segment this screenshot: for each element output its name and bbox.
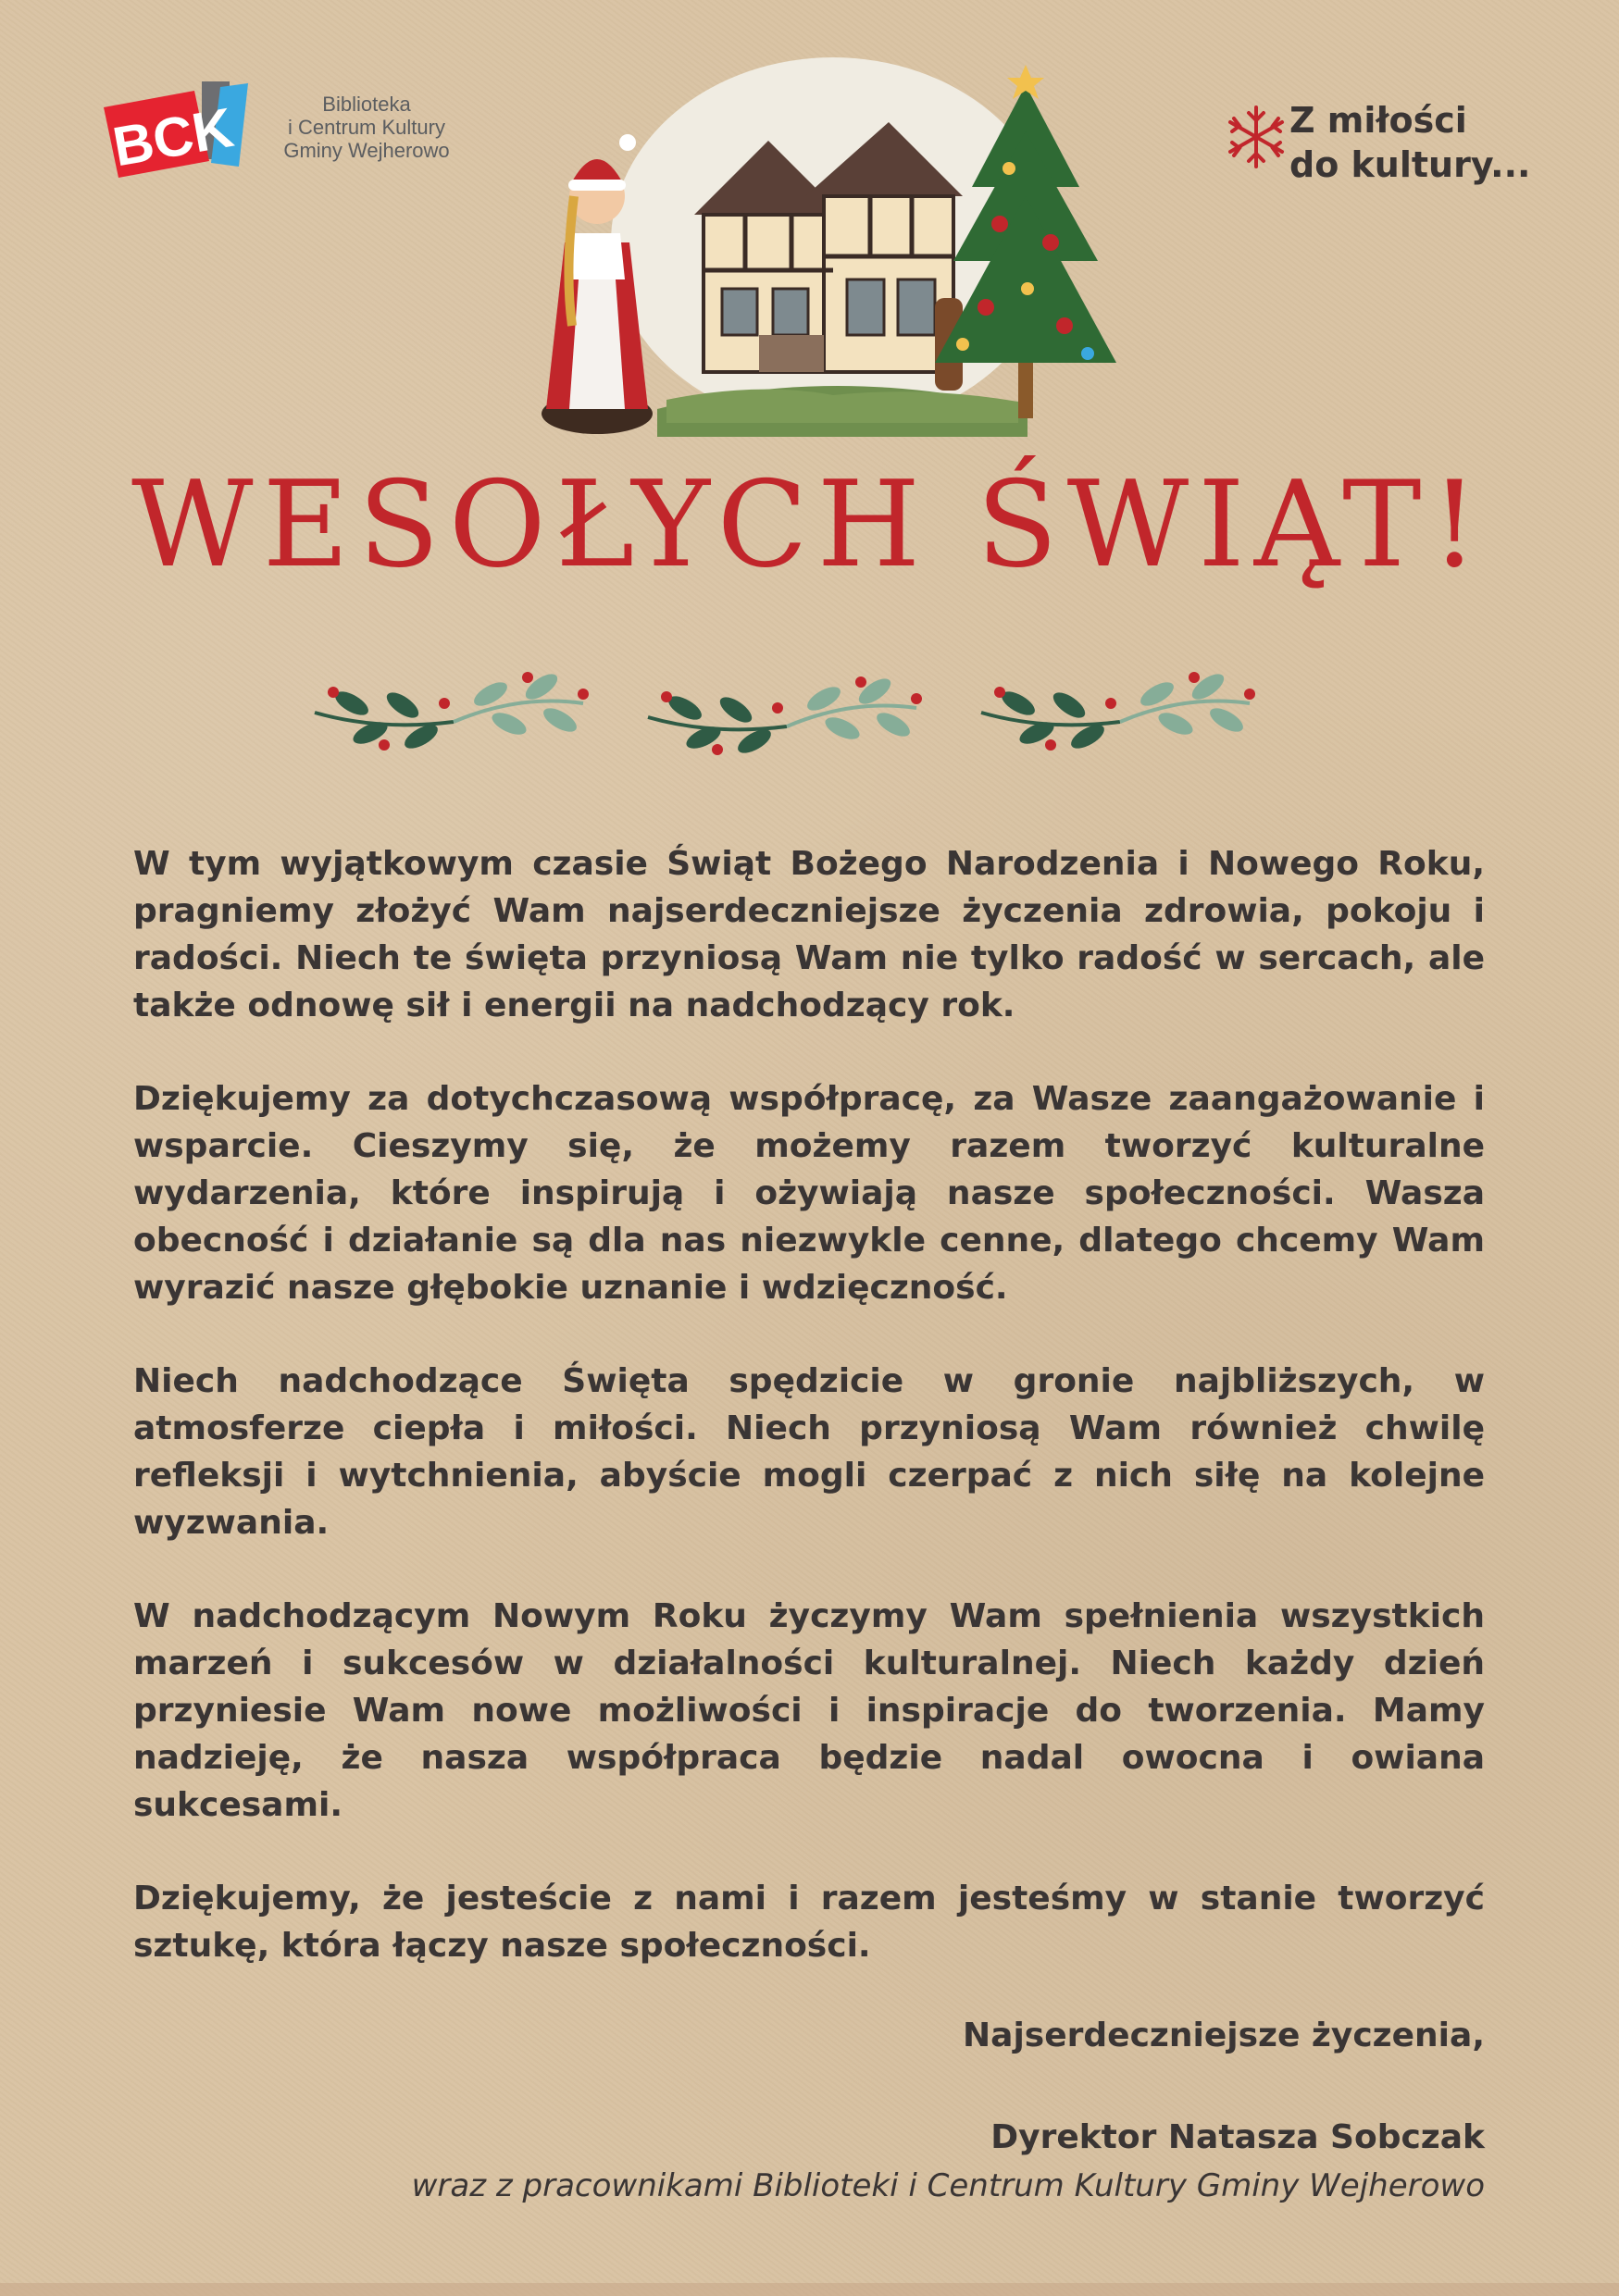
signature-subline: wraz z pracownikami Biblioteki i Centrum Kultury Gminy Wejherowo [411, 2167, 1485, 2204]
letter-paragraph-2: Dziękujemy za dotychczasową współpracę, za Wasze zaangażowanie i wsparcie. Cieszymy się, że możemy razem tworzyć kulturalne wydarzenia, które inspirują i ożywiają nasze społeczności. Wasza obecność i działanie są dla nas niezwykle cenne, dlatego chcemy Wam wyrazić nasze głębokie uznanie i wdzięczność. [133, 1080, 1485, 1307]
slogan-line-2: do kultury... [1289, 144, 1531, 185]
letter-paragraph-1: W tym wyjątkowym czasie Świąt Bożego Narodzenia i Nowego Roku, pragniemy złożyć Wam najserdeczniejsze życzenia zdrowia, pokoju i radości. Niech te święta przyniosą Wam nie tylko radość w sercach, ale także odnowę sił i energii na nadchodzący rok. [133, 845, 1485, 1024]
letter-paragraph-4: W nadchodzącym Nowym Roku życzymy Wam spełnienia wszystkich marzeń i sukcesów w działalności kulturalnej. Niech każdy dzień przyniesie Wam nowe możliwości i inspiracje do tworzenia. Mamy nadzieję, że nasza współpraca będzie nadal owocna i owiana sukcesami. [133, 1597, 1485, 1824]
organization-name [274, 93, 459, 162]
letter-paragraph-5: Dziękujemy, że jesteście z nami i razem jesteśmy w stanie tworzyć sztukę, która łączy nasze społeczności. [133, 1880, 1485, 1965]
page-title: WESOŁYCH ŚWIĄT! [131, 456, 1488, 594]
organization-logo [100, 74, 450, 185]
logo-text: BCK [108, 95, 238, 179]
signature-name: Dyrektor Natasza Sobczak [990, 2118, 1485, 2156]
snowflake-icon [1223, 104, 1289, 170]
slogan-text [1289, 98, 1530, 187]
christmas-illustration [528, 57, 1129, 437]
closing-line: Najserdeczniejsze życzenia, [963, 2017, 1485, 2054]
bck-logo-icon [100, 74, 276, 185]
letter-body [133, 840, 1485, 1969]
org-name-line-3: Gminy Wejherowo [283, 139, 450, 162]
org-name-line-2: i Centrum Kultury [288, 116, 445, 139]
bottom-edge [0, 2283, 1619, 2296]
holly-garland-icon [305, 648, 1314, 787]
org-name-line-1: Biblioteka [322, 93, 411, 116]
letter-paragraph-3: Niech nadchodzące Święta spędzicie w gronie najbliższych, w atmosferze ciepła i miłości. Niech przyniosą Wam również chwilę refleksji i wytchnienia, abyście mogli czerpać z nich siłę na kolejne wyzwania. [133, 1362, 1485, 1542]
slogan [1151, 98, 1531, 191]
slogan-line-1: Z miłości [1289, 100, 1467, 141]
